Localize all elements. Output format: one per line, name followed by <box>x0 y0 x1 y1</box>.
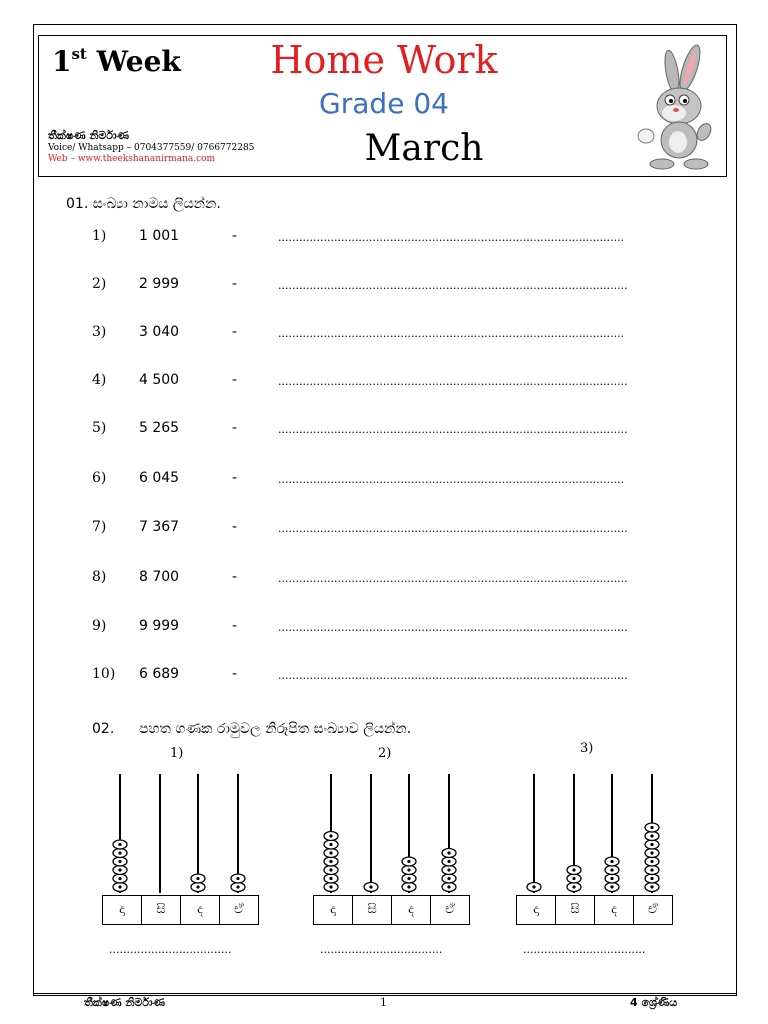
abacus-bead-pattern <box>236 885 239 888</box>
footer-org: තීක්ෂණ නිර්මාණ <box>84 996 165 1009</box>
list-item <box>0 519 768 539</box>
abacus-bead-pattern <box>650 843 653 846</box>
list-item <box>0 228 768 248</box>
place-value-cell: දා <box>313 895 353 925</box>
place-value-cell: ඒ <box>219 895 259 925</box>
abacus-bead-pattern <box>650 826 653 829</box>
item-number: 6 689 <box>139 666 180 682</box>
abacus-bead-pattern <box>447 860 450 863</box>
abacus-bead-pattern <box>650 885 653 888</box>
abacus-bead-pattern <box>532 885 535 888</box>
question-1-title: 01. සංඛ්‍යා නාමය ලියන්න. <box>66 196 221 212</box>
place-value-cell: සි <box>555 895 595 925</box>
item-dash: - <box>232 666 238 682</box>
answer-line[interactable]: ................................................................................................... <box>278 327 625 340</box>
abacus-bead-pattern <box>610 860 613 863</box>
list-item <box>0 666 768 686</box>
item-dash: - <box>232 618 238 634</box>
abacus-bead-pattern <box>650 868 653 871</box>
item-number: 5 265 <box>139 420 180 436</box>
item-index: 3) <box>92 324 107 340</box>
page-title: Home Work <box>270 38 498 82</box>
list-item <box>0 470 768 490</box>
abacus-bead-pattern <box>329 851 332 854</box>
abacus <box>516 770 676 970</box>
abacus-bead-pattern <box>610 885 613 888</box>
abacus-bead-pattern <box>610 868 613 871</box>
month-label: March <box>364 128 484 169</box>
answer-line[interactable]: .................................................................................................... <box>278 572 628 585</box>
abacus-label: 2) <box>378 746 392 761</box>
abacus-bead-pattern <box>407 868 410 871</box>
answer-line[interactable]: ................................... <box>523 943 646 956</box>
item-number: 4 500 <box>139 372 180 388</box>
item-number: 6 045 <box>139 470 180 486</box>
item-dash: - <box>232 324 238 340</box>
item-index: 2) <box>92 276 107 292</box>
item-dash: - <box>232 420 238 436</box>
abacus-bead-pattern <box>196 885 199 888</box>
question-2-number: 02. <box>92 721 115 737</box>
place-value-cell: ද <box>594 895 634 925</box>
abacus-bead-pattern <box>118 877 121 880</box>
item-number: 3 040 <box>139 324 180 340</box>
abacus-bead-pattern <box>118 843 121 846</box>
place-value-cell: සි <box>141 895 181 925</box>
place-value-row <box>102 895 259 925</box>
place-value-row <box>313 895 470 925</box>
abacus <box>313 770 473 970</box>
answer-line[interactable]: ................................... <box>109 943 232 956</box>
item-number: 2 999 <box>139 276 180 292</box>
list-item <box>0 276 768 296</box>
org-name: තීක්ෂණ නිර්මාණ <box>48 129 129 142</box>
footer-page-number: 1 <box>380 996 387 1009</box>
abacus-bead-pattern <box>196 877 199 880</box>
answer-line[interactable]: .................................................................................................... <box>278 669 628 682</box>
place-value-cell: දා <box>516 895 556 925</box>
item-index: 4) <box>92 372 107 388</box>
list-item <box>0 324 768 344</box>
item-dash: - <box>232 569 238 585</box>
answer-line[interactable]: ................................... <box>320 943 443 956</box>
week-label: 1st Week <box>52 44 181 78</box>
abacus-bead-pattern <box>572 877 575 880</box>
answer-line[interactable]: ................................................................................................... <box>278 473 625 486</box>
abacus-bead-pattern <box>572 885 575 888</box>
abacus-bead-pattern <box>118 868 121 871</box>
answer-line[interactable]: .................................................................................................... <box>278 621 628 634</box>
item-index: 9) <box>92 618 107 634</box>
abacus-bead-pattern <box>118 885 121 888</box>
abacus-label: 1) <box>170 746 184 761</box>
abacus-bead-pattern <box>329 860 332 863</box>
place-value-cell: ඒ <box>633 895 673 925</box>
list-item <box>0 618 768 638</box>
answer-line[interactable]: .................................................................................................... <box>278 279 628 292</box>
abacus-bead-pattern <box>407 885 410 888</box>
abacus-bead-pattern <box>610 877 613 880</box>
item-index: 5) <box>92 420 107 436</box>
item-number: 1 001 <box>139 228 180 244</box>
place-value-cell: සි <box>352 895 392 925</box>
grade-label: Grade 04 <box>319 87 449 120</box>
abacus <box>102 770 262 970</box>
list-item <box>0 420 768 440</box>
abacus-label: 3) <box>580 741 594 756</box>
list-item <box>0 372 768 392</box>
contact-voice: Voice/ Whatsapp – 0704377559/ 0766772285 <box>48 143 255 153</box>
abacus-bead-pattern <box>572 868 575 871</box>
abacus-bead-pattern <box>447 868 450 871</box>
abacus-bead-pattern <box>650 877 653 880</box>
item-index: 7) <box>92 519 107 535</box>
abacus-bead-pattern <box>329 868 332 871</box>
item-dash: - <box>232 276 238 292</box>
item-dash: - <box>232 470 238 486</box>
abacus-bead-pattern <box>447 877 450 880</box>
abacus-bead-pattern <box>118 860 121 863</box>
item-number: 9 999 <box>139 618 180 634</box>
abacus-bead-pattern <box>447 885 450 888</box>
abacus-bead-pattern <box>650 860 653 863</box>
place-value-cell: ද <box>391 895 431 925</box>
item-number: 7 367 <box>139 519 180 535</box>
abacus-bead-pattern <box>329 885 332 888</box>
item-dash: - <box>232 372 238 388</box>
abacus-bead-pattern <box>236 877 239 880</box>
footer-grade: 4 ශ්‍රේණිය <box>630 996 678 1009</box>
question-2-title: පහත ගණක රාමුවල නිරූපිත සංඛ්‍යාව ලියන්න. <box>139 721 412 737</box>
abacus-bead-pattern <box>650 834 653 837</box>
list-item <box>0 569 768 589</box>
abacus-bead-pattern <box>118 851 121 854</box>
answer-line[interactable]: .................................................................................................... <box>278 375 628 388</box>
place-value-cell: දා <box>102 895 142 925</box>
answer-line[interactable]: ................................................................................................... <box>278 231 625 244</box>
item-index: 6) <box>92 470 107 486</box>
place-value-row <box>516 895 673 925</box>
footer-rule <box>33 993 737 994</box>
item-index: 8) <box>92 569 107 585</box>
place-value-cell: ඒ <box>430 895 470 925</box>
rabbit-icon <box>632 40 724 170</box>
item-dash: - <box>232 519 238 535</box>
item-number: 8 700 <box>139 569 180 585</box>
place-value-cell: ද <box>180 895 220 925</box>
answer-line[interactable]: .................................................................................................... <box>278 423 628 436</box>
item-dash: - <box>232 228 238 244</box>
abacus-bead-pattern <box>329 834 332 837</box>
abacus-bead-pattern <box>447 851 450 854</box>
abacus-bead-pattern <box>650 851 653 854</box>
answer-line[interactable]: .................................................................................................... <box>278 522 628 535</box>
abacus-bead-pattern <box>329 843 332 846</box>
item-index: 1) <box>92 228 107 244</box>
abacus-bead-pattern <box>369 885 372 888</box>
abacus-bead-pattern <box>329 877 332 880</box>
contact-web: Web – www.theekshananirmana.com <box>48 154 216 164</box>
abacus-bead-pattern <box>407 877 410 880</box>
item-index: 10) <box>92 666 116 682</box>
abacus-bead-pattern <box>407 860 410 863</box>
